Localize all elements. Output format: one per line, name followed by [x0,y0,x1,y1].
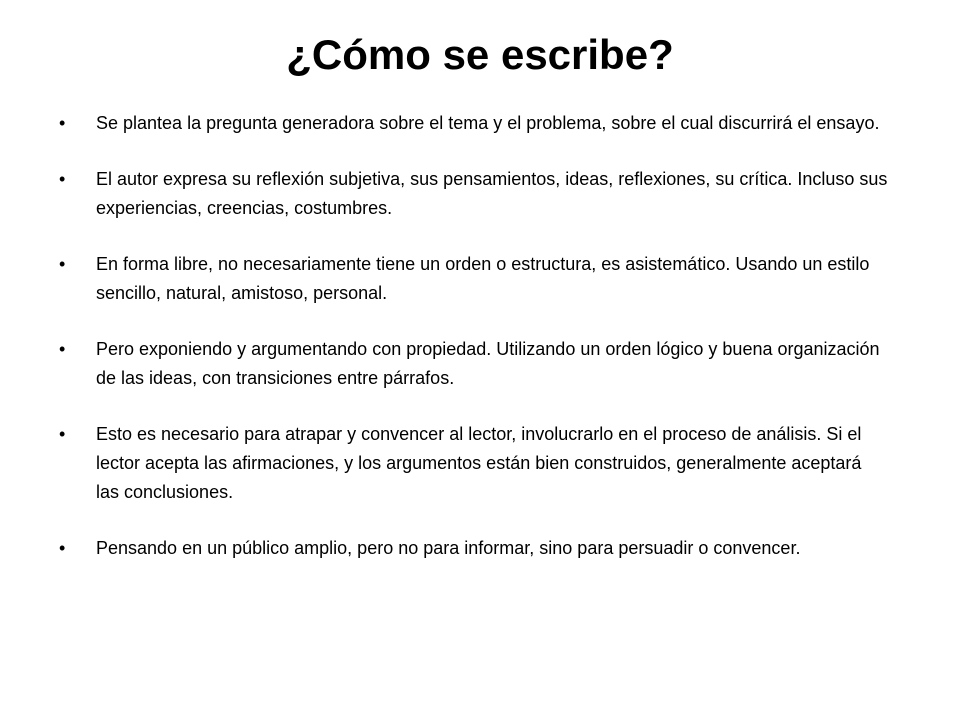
bullet-item-6 [58,534,888,563]
bullet-text: Pero exponiendo y argumentando con propiedad. Utilizando un orden lógico y buena organización de las ideas, con transiciones entre párrafos. [96,339,880,388]
bullet-item-3 [58,250,888,308]
bullet-icon: • [59,169,66,189]
bullet-item-5 [58,420,888,507]
bullet-icon: • [59,538,66,558]
bullet-icon: • [59,424,66,444]
bullet-text: Pensando en un público amplio, pero no para informar, sino para persuadir o convencer. [96,538,801,558]
bullet-text: En forma libre, no necesariamente tiene un orden o estructura, es asistemático. Usando un estilo sencillo, natural, amistoso, personal. [96,254,870,303]
bullet-icon: • [59,254,66,274]
bullet-text: El autor expresa su reflexión subjetiva, sus pensamientos, ideas, reflexiones, su crítica. Incluso sus experiencias, creencias, costumbres. [96,169,888,218]
bullet-item-1 [58,109,888,138]
bullet-list [58,109,888,590]
bullet-text: Se plantea la pregunta generadora sobre el tema y el problema, sobre el cual discurrirá el ensayo. [96,113,880,133]
bullet-item-2 [58,165,888,223]
bullet-item-4 [58,335,888,393]
bullet-icon: • [59,339,66,359]
slide-title: ¿Cómo se escribe? [286,31,674,78]
bullet-icon: • [59,113,66,133]
bullet-text: Esto es necesario para atrapar y convencer al lector, involucrarlo en el proceso de análisis. Si el lector acepta las afirmaciones, y los argumentos están bien construidos, generalmente aceptará las conclusiones. [96,424,862,502]
